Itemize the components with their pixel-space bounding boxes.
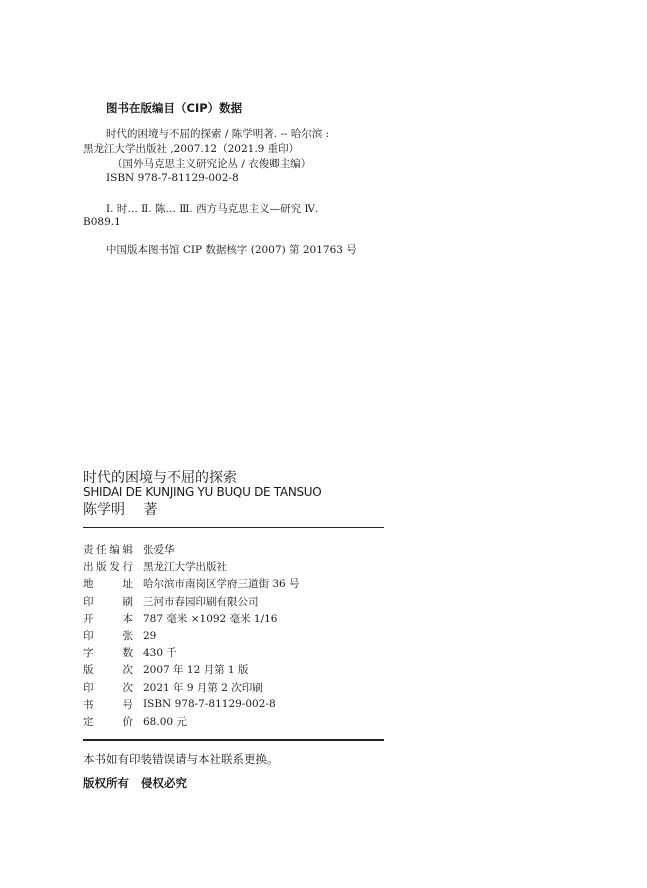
cip-classification-line-1: Ⅰ. 时… Ⅱ. 陈… Ⅲ. 西方马克思主义—研究 Ⅳ. xyxy=(106,203,319,215)
info-value: 787 毫米 ×1092 毫米 1/16 xyxy=(143,612,278,625)
info-label: 印张 xyxy=(83,630,133,643)
info-value: 张爱华 xyxy=(143,544,175,557)
info-label: 印刷 xyxy=(83,595,133,608)
cip-citation-line-2: 黑龙江大学出版社 ,2007.12（2021.9 重印） xyxy=(83,143,300,155)
info-value: 黑龙江大学出版社 xyxy=(143,561,227,574)
info-label: 开本 xyxy=(83,612,133,625)
misprint-notice: 本书如有印装错误请与本社联系更换。 xyxy=(83,752,279,766)
info-row xyxy=(83,644,300,661)
info-label: 书号 xyxy=(83,698,133,711)
info-value: 2021 年 9 月第 2 次印刷 xyxy=(143,681,263,694)
info-value: ISBN 978-7-81129-002-8 xyxy=(143,698,276,711)
info-value: 2007 年 12 月第 1 版 xyxy=(143,664,249,677)
info-row xyxy=(83,575,300,592)
cip-classification-line-2: B089.1 xyxy=(83,216,121,228)
info-row xyxy=(83,661,300,678)
info-row xyxy=(83,627,300,644)
copyright-notice: 版权所有 侵权必究 xyxy=(83,776,188,790)
info-label: 出版发行 xyxy=(83,561,133,574)
book-pinyin-title: SHIDAI DE KUNJING YU BUQU DE TANSUO xyxy=(83,485,322,499)
info-row xyxy=(83,541,300,558)
info-label: 印次 xyxy=(83,681,133,694)
bottom-divider xyxy=(83,739,384,741)
info-value: 哈尔滨市南岗区学府三道街 36 号 xyxy=(143,578,300,591)
info-value: 68.00 元 xyxy=(143,715,187,728)
publication-info-table xyxy=(83,541,300,730)
info-row xyxy=(83,593,300,610)
book-author: 陈学明 著 xyxy=(83,502,158,518)
cip-title: 图书在版编目（CIP）数据 xyxy=(106,101,243,115)
cip-record-number: 中国版本图书馆 CIP 数据核字 (2007) 第 201763 号 xyxy=(106,244,357,256)
info-label: 字数 xyxy=(83,647,133,660)
cip-isbn: ISBN 978-7-81129-002-8 xyxy=(106,172,239,184)
info-value: 三河市春园印刷有限公司 xyxy=(143,595,259,608)
info-row xyxy=(83,696,300,713)
info-label: 版次 xyxy=(83,664,133,677)
info-row xyxy=(83,610,300,627)
info-value: 29 xyxy=(143,629,157,642)
info-row xyxy=(83,558,300,575)
info-label: 地址 xyxy=(83,578,133,591)
info-row xyxy=(83,679,300,696)
info-value: 430 千 xyxy=(143,647,177,660)
top-divider xyxy=(83,527,384,528)
book-title: 时代的困境与不屈的探索 xyxy=(83,470,237,486)
cip-series-line: （国外马克思主义研究论丛 / 衣俊卿主编） xyxy=(112,158,312,170)
cip-citation-line-1: 时代的困境与不屈的探索 / 陈学明著. -- 哈尔滨 : xyxy=(106,128,330,140)
info-label: 责任编辑 xyxy=(83,544,133,557)
info-label: 定价 xyxy=(83,715,133,728)
info-row xyxy=(83,713,300,730)
